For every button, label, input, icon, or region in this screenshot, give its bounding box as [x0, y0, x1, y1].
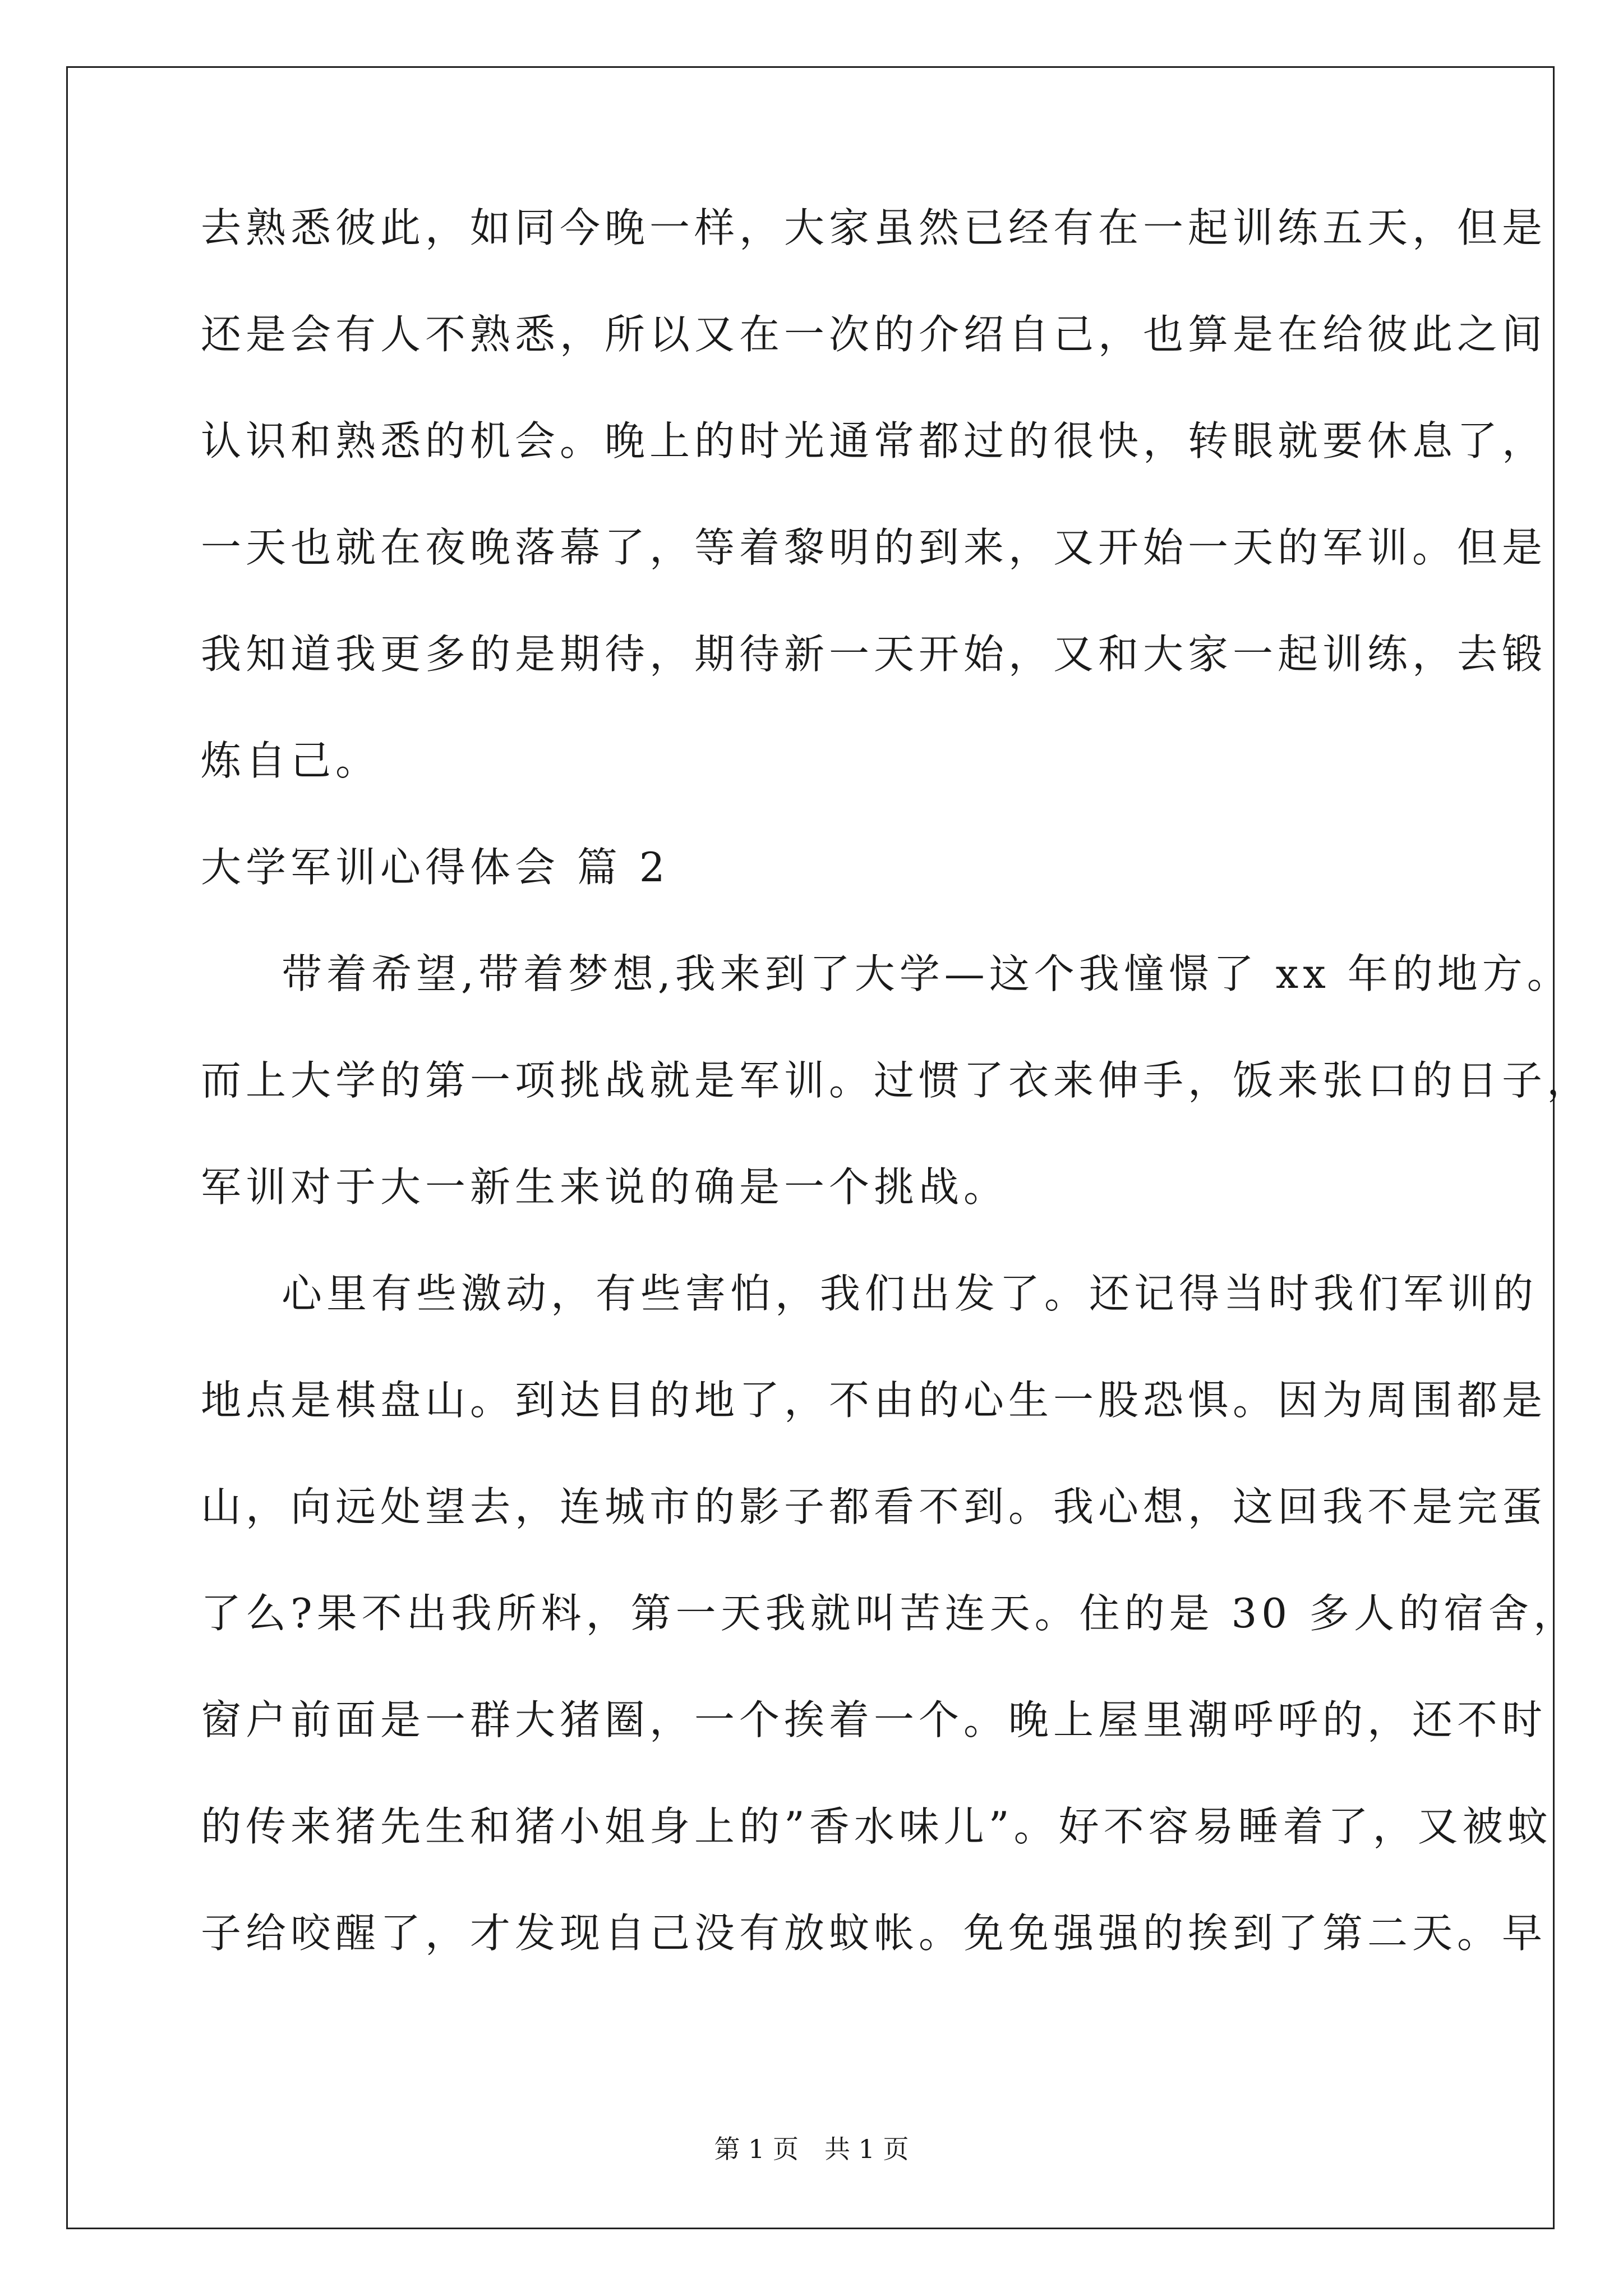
paragraph-line: 山，向远处望去，连城市的影子都看不到。我心想，这回我不是完蛋 — [201, 1483, 1547, 1530]
page-footer: 第 1 页 共 1 页 — [714, 2134, 909, 2164]
paragraph-line: 带着希望,带着梦想,我来到了大学—这个我憧憬了 xx 年的地方。 — [282, 950, 1572, 997]
section-heading: 大学军训心得体会 篇 2 — [201, 844, 670, 891]
text-line: 我知道我更多的是期待，期待新一天开始，又和大家一起训练，去锻 — [201, 631, 1547, 678]
text-line: 还是会有人不熟悉，所以又在一次的介绍自己，也算是在给彼此之间 — [201, 311, 1547, 358]
page-border — [66, 66, 1555, 2229]
text-line: 认识和熟悉的机会。晚上的时光通常都过的很快，转眼就要休息了， — [201, 417, 1547, 464]
paragraph-line: 窗户前面是一群大猪圈，一个挨着一个。晚上屋里潮呼呼的，还不时 — [201, 1696, 1547, 1743]
text-line: 去熟悉彼此，如同今晚一样，大家虽然已经有在一起训练五天，但是 — [201, 204, 1547, 251]
paragraph-line: 军训对于大一新生来说的确是一个挑战。 — [201, 1163, 1009, 1211]
paragraph-line: 心里有些激动，有些害怕，我们出发了。还记得当时我们军训的 — [282, 1270, 1538, 1317]
paragraph-line: 的传来猪先生和猪小姐身上的”香水味儿”。好不容易睡着了，又被蚊 — [201, 1803, 1552, 1850]
paragraph-line: 了么?果不出我所料，第一天我就叫苦连天。住的是 30 多人的宿舍， — [201, 1590, 1578, 1637]
text-line: 炼自己。 — [201, 737, 381, 784]
paragraph-line: 而上大学的第一项挑战就是军训。过惯了衣来伸手，饭来张口的日子， — [201, 1057, 1592, 1104]
paragraph-line: 子给咬醒了，才发现自己没有放蚊帐。免免强强的挨到了第二天。早 — [201, 1910, 1547, 1957]
paragraph-line: 地点是棋盘山。到达目的地了，不由的心生一股恐惧。因为周围都是 — [201, 1377, 1547, 1424]
text-line: 一天也就在夜晚落幕了，等着黎明的到来，又开始一天的军训。但是 — [201, 524, 1547, 571]
